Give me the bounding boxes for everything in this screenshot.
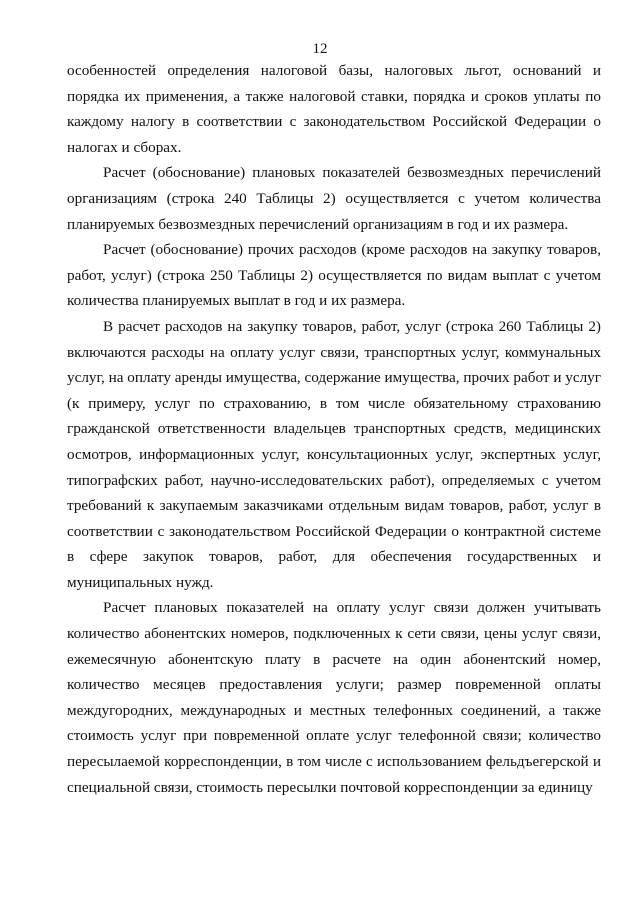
- paragraph-tax-continuation: особенностей определения налоговой базы, налоговых льгот, оснований и порядка их применения, а также налоговой ставки, порядка и сроков уплаты по каждому налогу в соответствии с законодательством Российской Федерации о налогах и сборах.: [67, 62, 601, 156]
- page-number: 12: [312, 41, 328, 57]
- paragraph-procurement-expenses: В расчет расходов на закупку товаров, работ, услуг (строка 260 Таблицы 2) включаются расходы на оплату услуг связи, транспортных услуг, коммунальных услуг, на оплату аренды имущества, содержание имущества, прочих работ и услуг (к примеру, услуг по страхованию, в том числе обязательному страхованию гражданской ответственности владельцев транспортных средств, медицинских осмотров, информационных услуг, консультационных услуг, экспертных услуг, типографских работ, научно-исследовательских работ), определяемых с учетом требований к закупаемым заказчиками отдельным видам товаров, работ, услуг в соответствии с законодательством Российской Федерации о контрактной системе в сфере закупок товаров, работ, для обеспечения государственных и муниципальных нужд.: [67, 317, 601, 591]
- paragraph-communication-services: Расчет плановых показателей на оплату услуг связи должен учитывать количество абонентских номеров, подключенных к сети связи, цены услуг связи, ежемесячную абонентскую плату в расчете на один абонентский номер, количество месяцев предоставления услуги; размер повременной оплаты междугородних, международных и местных телефонных соединений, а также стоимость услуг при повременной оплате услуг телефонной связи; количество пересылаемой корреспонденции, в том числе с использованием фельдъегерской и специальной связи, стоимость пересылки почтовой корреспонденции за единицу: [67, 599, 601, 796]
- paragraph-other-expenses: Расчет (обоснование) прочих расходов (кроме расходов на закупку товаров, работ, услуг) (строка 250 Таблицы 2) осуществляется по видам выплат с учетом количества планируемых выплат в год и их размера.: [67, 241, 601, 310]
- document-body: [67, 58, 601, 800]
- paragraph-free-transfers: Расчет (обоснование) плановых показателей безвозмездных перечислений организациям (строка 240 Таблицы 2) осуществляется с учетом количества планируемых безвозмездных перечислений организациям в год и их размера.: [67, 164, 601, 233]
